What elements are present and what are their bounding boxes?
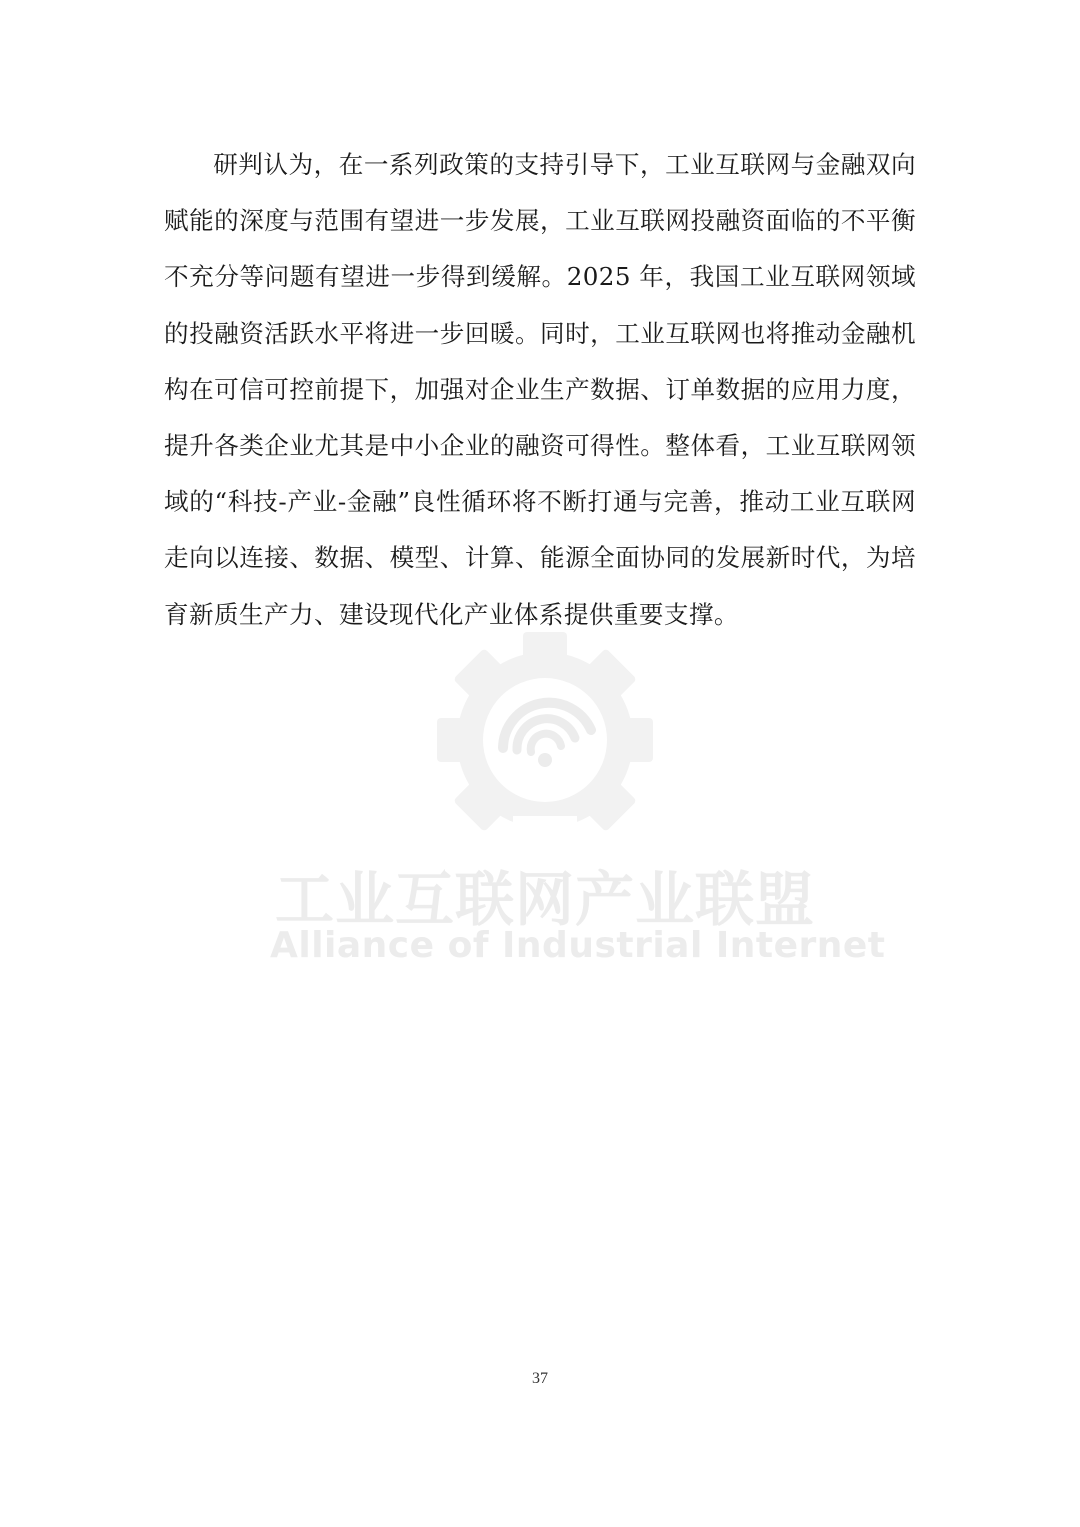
watermark-title: 工业互联网产业联盟 [274,865,815,934]
page-number: 37 [532,1370,548,1387]
body-paragraph: 研判认为，在一系列政策的支持引导下，工业互联网与金融双向赋能的深度与范围有望进一步发展，工业互联网投融资面临的不平衡不充分等问题有望进一步得到缓解。2025 年，我国工业互联网领域的投融资活跃水平将进一步回暖。同时，工业互联网也将推动金融机构在可信可控前提下，加强对企业生产数据、订单数据的应用力度，提升各类企业尤其是中小企业的融资可得性。整体看，工业互联网领域的“科技-产业-金融”良性循环将不断打通与完善，推动工业互联网走向以连接、数据、模型、计算、能源全面协同的发展新时代，为培育新质生产力、建设现代化产业体系提供重要支撑。 [164,150,916,629]
watermark [270,630,886,980]
gear-wifi-logo-icon [395,630,695,840]
watermark-subtitle: Alliance of Industrial Internet [270,925,886,966]
